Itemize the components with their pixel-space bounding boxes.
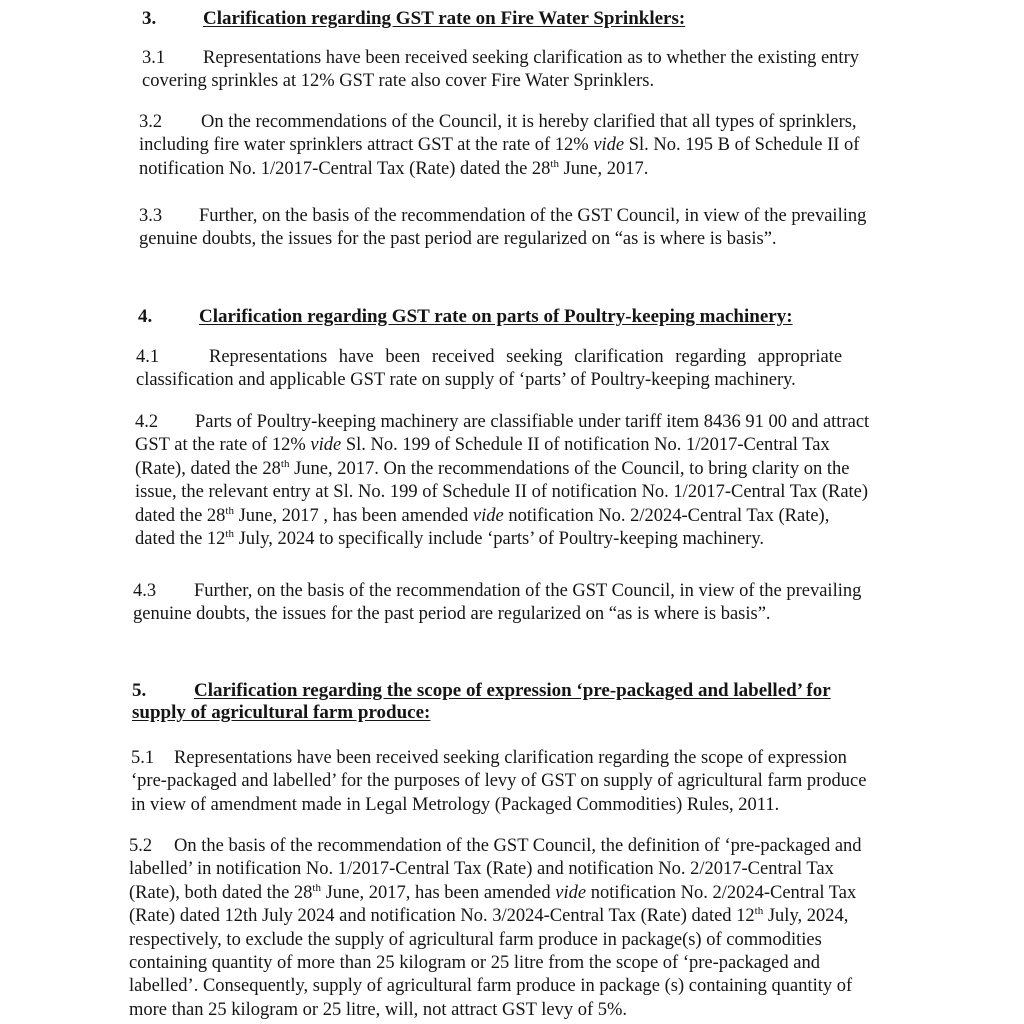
section-title: Clarification regarding GST rate on parts of Poultry-keeping machinery: [199,306,793,327]
paragraph-number: 3.2 [139,112,163,132]
paragraph-number: 5.2 [129,836,153,856]
section-title: Clarification regarding the scope of expression ‘pre-packaged and labelled’ for [194,680,831,701]
section-5-heading [132,680,831,724]
paragraph-4-3 [133,580,938,627]
paragraph-line: Further, on the basis of the recommendation of the GST Council, in view of the prevailing [194,581,862,601]
paragraph-line: Representations have been received seeking clarification regarding appropriate [209,347,843,367]
paragraph-3-3 [139,205,940,252]
section-4-heading [138,306,793,328]
section-title: Clarification regarding GST rate on Fire Water Sprinklers: [203,8,686,29]
paragraph-number: 3.3 [139,206,163,226]
paragraph-line: genuine doubts, the issues for the past period are regularized on “as is where is basis”. [133,604,771,625]
paragraph-line: On the recommendations of the Council, it is hereby clarified that all types of sprinklers, [201,112,857,132]
paragraph-number: 4.3 [133,581,157,601]
paragraph-line: in view of amendment made in Legal Metrology (Packaged Commodities) Rules, 2011. [131,794,780,815]
paragraph-3-1 [142,47,940,94]
paragraph-line: labelled’. Consequently, supply of agricultural farm produce in package (s) containing quantity of [129,976,853,997]
section-number: 3. [142,8,157,29]
paragraph-3-2: 3.2 On the recommendations of the Council, it is hereby clarified that all types of sprinklers, including fire water sprinklers attract GST at the rate of 12% vide Sl. No. 195 B of Schedule II of notification No. 1/2017-Central Tax (Rate) dated the 28th June, 2017. [139,112,860,179]
paragraph-line: Representations have been received seeking clarification as to whether the existing entry [203,48,859,68]
paragraph-line: ‘pre-packaged and labelled’ for the purposes of levy of GST on supply of agricultural farm produce [131,771,867,792]
paragraph-line: respectively, to exclude the supply of agricultural farm produce in package(s) of commodities [129,929,822,950]
paragraph-number: 4.2 [135,412,159,432]
paragraph-number: 5.1 [131,748,155,768]
section-number: 5. [132,680,147,701]
section-number: 4. [138,306,153,327]
paragraph-line: more than 25 kilogram or 25 litre, will, not attract GST levy of 5%. [129,999,628,1020]
paragraph-number: 3.1 [142,48,166,68]
paragraph-4-1 [136,346,938,393]
paragraph-line: issue, the relevant entry at Sl. No. 199 of Schedule II of notification No. 1/2017-Central Tax (Rate) [135,482,869,503]
paragraph-4-2: 4.2 Parts of Poultry-keeping machinery are classifiable under tariff item 8436 91 00 and attract GST at the rate of 12% vide Sl. No. 199 of Schedule II of notification No. 1/2017-Central Tax (Rate), dated the 28th June, 2017. On the recommendations of the Council, to bring clarity on the issue, the relevant entry at Sl. No. 199 of Schedule II of notification No. 1/2017-Central Tax (Rate) dated the 28th June, 2017 , has been amended vide notification No. 2/2024-Central Tax (Rate), dated the 12th July, 2024 to specifically include ‘parts’ of Poultry-keeping machinery. [135,411,938,551]
section-3-heading [142,8,685,30]
paragraph-line: containing quantity of more than 25 kilogram or 25 litre from the scope of ‘pre-packaged and [129,953,820,974]
paragraph-line: Representations have been received seeking clarification regarding the scope of expression [174,748,847,768]
paragraph-line: covering sprinkles at 12% GST rate also cover Fire Water Sprinklers. [142,71,655,92]
paragraph-line: genuine doubts, the issues for the past period are regularized on “as is where is basis”. [139,229,777,250]
paragraph-line: labelled’ in notification No. 1/2017-Central Tax (Rate) and notification No. 2/2017-Central Tax [129,859,834,880]
paragraph-line: classification and applicable GST rate on supply of ‘parts’ of Poultry-keeping machinery. [136,370,796,391]
paragraph-line: Parts of Poultry-keeping machinery are classifiable under tariff item 8436 91 00 and attract [195,412,870,432]
paragraph-number: 4.1 [136,347,160,367]
section-title-line-2: supply of agricultural farm produce: [132,702,431,723]
paragraph-5-2: 5.2 On the basis of the recommendation of the GST Council, the definition of ‘pre-packaged and labelled’ in notification No. 1/2017-Central Tax (Rate) and notification No. 2/2017-Central Tax (Rate), both dated the 28th June, 2017, has been amended vide notification No. 2/2024-Central Tax (Rate) dated 12th July 2024 and notification No. 3/2024-Central Tax (Rate) dated 12th July, 2024, respectively, to exclude the supply of agricultural farm produce in package(s) of commodities containing quantity of more than 25 kilogram or 25 litre from the scope of ‘pre-packaged and labelled’. Consequently, supply of agricultural farm produce in package (s) containing quantity of more than 25 kilogram or 25 litre, will, not attract GST levy of 5%. [129,835,933,1022]
paragraph-5-1 [131,747,935,817]
paragraph-line: On the basis of the recommendation of the GST Council, the definition of ‘pre-packaged and [174,836,862,856]
paragraph-line: Further, on the basis of the recommendation of the GST Council, in view of the prevailing [199,206,867,226]
